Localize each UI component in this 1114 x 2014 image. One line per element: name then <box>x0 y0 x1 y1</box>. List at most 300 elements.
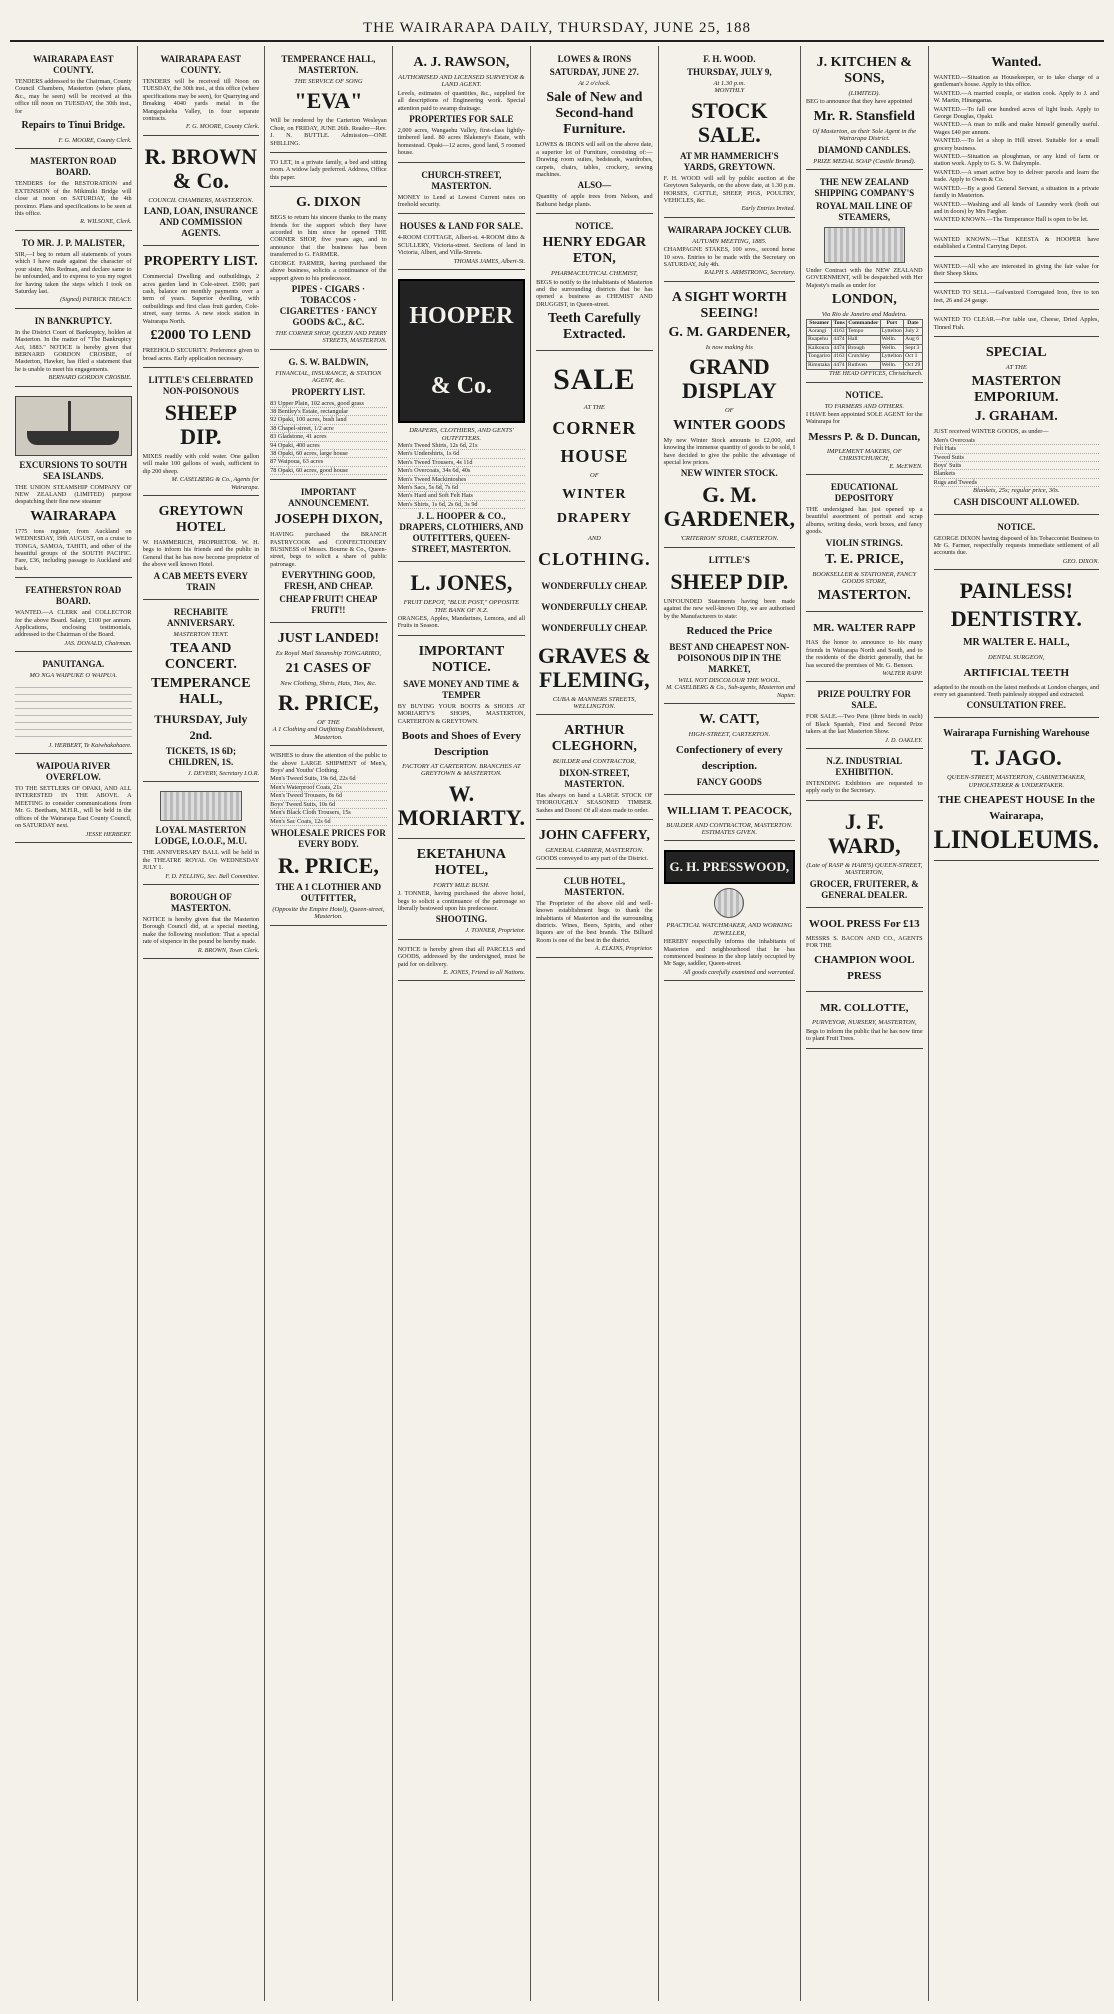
advert-big-title: G. M. GARDENER, <box>668 324 791 340</box>
cheap-line-2: WONDERFULLY CHEAP. <box>541 601 648 612</box>
advert-body: The Proprietor of the above old and well-known establishment begs to thank the inhabitants of Masterton and the surrounding districts. Wines, Beers, Spirits, and other liquors are of the best brands. The Billiard Room is one of the best in the district. <box>536 899 653 944</box>
advert-littles-sheep-dip-2 <box>664 550 795 704</box>
advert-heading: RECHABITE ANNIVERSARY. <box>167 606 235 628</box>
wanted-item: WANTED.—Washing and all kinds of Laundry work (both out and in doors) by Mrs Fargher. <box>933 200 1099 215</box>
list-title: PROPERTIES FOR SALE <box>409 114 514 125</box>
advert-heading: BOROUGH OF MASTERTON. <box>169 892 232 913</box>
advert-heading: TEMPERANCE HALL, MASTERTON. <box>281 54 376 75</box>
corner-word: CORNER <box>552 417 637 438</box>
advert-moriarty <box>398 638 525 839</box>
advert-jf-ward <box>806 803 923 908</box>
advert-big-title: PAINLESS! <box>959 578 1073 604</box>
advert-signature: Early Entries Invited. <box>741 205 796 213</box>
column-grid <box>10 46 1104 2001</box>
advert-body: MESSRS S. BACON AND CO., AGENTS FOR THE <box>806 934 923 950</box>
advert-big-title: JUST LANDED! <box>277 631 380 647</box>
advert-subheading: MASTERTON TENT. <box>173 630 229 638</box>
linoleums-word: LINOLEUMS. <box>933 825 1099 855</box>
advert-just-landed <box>270 625 387 746</box>
advert-big-title: CHAMPION WOOL PRESS <box>814 954 915 983</box>
list-item: Men's Tweed Shirts, 12s 6d, 21s <box>398 442 525 450</box>
consultation-note: CONSULTATION FREE. <box>966 700 1066 711</box>
emporium-name: MASTERTON EMPORIUM. <box>971 374 1062 406</box>
advert-body: My new Winter Stock amounts to £2,000, and knowing the immense quantity of goods to be sold, I have decided to give the public the advantage of special low prices. <box>663 436 796 466</box>
advert-wairarapa-east-county <box>15 49 132 149</box>
advert-mcewen <box>806 385 923 475</box>
advert-subheading: HIGH-STREET, CARTERTON. <box>688 731 771 739</box>
advert-line: WHOLESALE PRICES FOR EVERY BODY. <box>270 827 386 849</box>
advert-body: J. TONNER, having purchased the above hotel, begs to solicit a continuance of the patronage so liberally bestowed upon his predecessor. <box>397 890 526 913</box>
table-row <box>807 328 923 336</box>
clothing-word: CLOTHING. <box>538 548 651 569</box>
advert-heading: THE NEW ZEALAND SHIPPING COMPANY'S <box>814 177 915 199</box>
advert-heading: WAIRARAPA EAST COUNTY. <box>160 54 242 75</box>
advert-big-title: TEA AND CONCERT. <box>164 640 237 672</box>
advert-heading: NOTICE. <box>575 221 614 232</box>
advert-gardener <box>664 284 795 548</box>
column-3 <box>265 46 393 2001</box>
advert-arthur-cleghorn <box>536 717 653 820</box>
advert-line: ESTIMATES GIVEN. <box>701 828 757 836</box>
advert-subheading: TO FARMERS AND OTHERS. <box>824 402 905 410</box>
advert-heading: WAIRARAPA JOCKEY CLUB. <box>667 224 792 235</box>
ticket-prices: TICKETS, 1S 6D; CHILDREN, 1S. <box>165 745 236 767</box>
list-item: Men's Black Cloth Trousers, 15s <box>270 809 387 817</box>
advert-subheading: MO NGA WAIPUKE O WAIPUA. <box>29 672 118 680</box>
list-item: 78 Opaki, 60 acres, good house <box>270 467 387 475</box>
wanted-item: WANTED.—Situation as Housekeeper, or to take charge of a gentleman's house. Apply to this office. <box>933 74 1099 89</box>
advert-body: LOWES & IRONS will sell on the above date, a superior lot of Furniture, consisting of:— Drawing room suites, bedsteads, wardrobes, carpets, chairs, tables, crockery, sewing machines. <box>536 141 653 179</box>
advert-body: TENDERS will be received till Noon on TUESDAY, the 30th inst., at this office (where specifications may be seen), for Quarrying and Breaking 4040 yards metal in the Mangapakeha Valley, in four separate contracts. <box>142 78 260 123</box>
list-item: 94 Opaki, 400 acres <box>270 442 387 450</box>
sale-time: At 2 o'clock. <box>578 80 611 87</box>
list-item: Rugs and Tweeds <box>934 479 1099 487</box>
table-row <box>807 361 923 369</box>
advert-line: LAND, LOAN, INSURANCE AND COMMISSION AGENTS. <box>143 206 258 239</box>
advert-big-title: SHEEP DIP. <box>164 399 237 449</box>
advert-rechabite-anniversary <box>143 602 260 783</box>
advert-signature: THE CORNER SHOP, QUEEN AND PERRY STREETS, MASTERTON. <box>275 329 387 345</box>
advert-signature: (Signed) PATRICK TREACY. <box>60 296 132 304</box>
property-list <box>270 400 387 476</box>
advert-subheading: THE SERVICE OF SONG <box>294 78 363 85</box>
advert-w-catt <box>664 706 795 794</box>
advert-body-more: 1775 tons register, from Auckland on WEDNESDAY, 19th AUGUST, on a cruise to TONGA, SAMOA, TAHITI, and other of the beautiful groups of the SOUTH PACIFIC. Fare, £36, including passage to Auckland and back. <box>15 527 132 572</box>
advert-body: GOODS conveyed to any part of the District. <box>536 855 649 863</box>
advert-body: GEORGE DIXON having disposed of his Tobacconist Business to Mr G. Farmer, respectfully requests immediate settlement of all accounts due. <box>933 534 1099 557</box>
advert-baldwin <box>270 352 387 480</box>
advert-title: Repairs to Tinui Bridge. <box>21 120 126 132</box>
table-cell: Welln. <box>880 336 904 344</box>
advert-line: NEW WINTER STOCK. <box>680 468 778 479</box>
advert-body: JUST received WINTER GOODS, as under— <box>933 428 1049 436</box>
advert-masterton-road-board <box>15 151 132 230</box>
goods-list: PIPES · CIGARS · TOBACCOS · CIGARETTES · FANCY GOODS &C., &C. <box>279 283 378 327</box>
column-5 <box>531 46 659 2001</box>
advert-excursions <box>15 389 132 579</box>
advert-big-title: Confectionery of every description. <box>675 743 783 772</box>
advert-subheading: FINANCIAL, INSURANCE, & STATION AGENT, &c. <box>275 369 382 385</box>
advert-of: OF THE <box>317 719 340 727</box>
price-list <box>398 442 525 509</box>
advert-body: FOR SALE.—Two Pens (three birds in each) of Black Spanish, First and Second Prize takers at the last Masterton Show. <box>806 713 923 736</box>
cases-count: 21 CASES OF <box>285 660 372 676</box>
column-2 <box>138 46 266 2001</box>
advert-hooper <box>398 272 525 562</box>
and-word: AND <box>587 535 601 543</box>
advert-subheading: Ex Royal Mail Steamship TONGARIRO, <box>275 650 381 658</box>
advert-letter-apology <box>15 233 132 309</box>
advert-big-title: G. H. PRESSWOOD, <box>664 850 795 884</box>
advert-t-jago <box>934 720 1099 861</box>
advert-body: I HAVE been appointed SOLE AGENT for the Wairarapa for <box>806 410 923 426</box>
advert-subheading: AUTHORISED AND LICENSED SURVEYOR & LAND AGENT. <box>398 74 525 89</box>
venue-name: TEMPERANCE HALL, <box>151 675 251 707</box>
grand-display: GRAND DISPLAY <box>682 354 777 404</box>
advert-signature: M. CASELBERG & Co., Sub-agents, Masterton and Napier. <box>666 684 796 699</box>
advert-walter-rapp <box>806 614 923 682</box>
advert-line: ARTIFICIAL TEETH <box>963 666 1070 679</box>
advert-educational-depository <box>806 477 923 612</box>
column-1 <box>10 46 138 2001</box>
advert-heading: PROPERTY LIST. <box>143 254 258 270</box>
house-word: HOUSE <box>560 445 629 466</box>
advert-body: Begs to inform the public that he has now time to plant Fruit Trees. <box>806 1027 923 1043</box>
advert-heading: WAIRARAPA EAST COUNTY. <box>32 54 114 75</box>
advert-body: adapted to the mouth on the latest methods at London charges, and every set guaranteed. Teeth painlessly stopped and extracted. <box>933 683 1099 699</box>
advert-graves-fleming <box>536 353 653 715</box>
merchant-name: G. M. GARDENER, <box>663 482 796 532</box>
advert-subheading: AUTUMN MEETING, 1885. <box>692 237 767 245</box>
advert-body: HAS the honor to announce to his many friends in Wairarapa North and South, and to the residents of the district generally, that he has secured the premises of Mr. G. Benson. <box>806 639 923 669</box>
advert-borough-of-masterton <box>143 887 260 959</box>
advert-rawson <box>398 49 525 163</box>
advert-body: Levels, estimates of quantities, &c., supplied for all descriptions of Engineering work. Special attention paid to swamp drainage. <box>397 89 526 112</box>
advert-body: HEREBY respectfully informs the inhabitants of Masterton and neighbourhood that he has commenced business in the shop lately occupied by Mr Sage, saddler, Queen-street. <box>663 938 796 968</box>
table-cell: 4163 <box>833 328 845 335</box>
advert-heading: A SIGHT WORTH SEEING! <box>671 289 787 321</box>
advert-line: IMPLEMENT MAKERS, OF CHRISTCHURCH, <box>826 447 902 463</box>
advert-body: NOTICE is hereby given that the Masterton Borough Council did, at a special meeting, make the following resolution: That a special rate of sixpence in the pound be hereby made. <box>142 916 260 946</box>
advert-big-title: HENRY EDGAR ETON, <box>542 235 647 267</box>
advert-heading: WOOL PRESS For £13 <box>808 917 920 930</box>
wanted-item: WANTED.—Situation as ploughman, or any kind of farm or station work. Apply to G. S. W. Dalrymple. <box>933 153 1099 168</box>
advert-body: WANTED TO SELL.—Galvanized Corrugated Iron, five to ten feet, 26 and 24 gauge. <box>933 289 1099 304</box>
advert-heading: LOYAL MASTERTON LODGE, I.O.O.F., M.U. <box>154 825 247 847</box>
advert-r-price-clothing <box>270 748 387 925</box>
advert-signature: R. BROWN, Town Clerk. <box>197 946 260 954</box>
advert-signature: THE HEAD OFFICES, Christchurch. <box>829 370 923 378</box>
wanted-item: WANTED.—By a good General Servant, a situation in a private family in Masterton. <box>933 184 1099 200</box>
merchant-name: R. PRICE, <box>277 690 379 716</box>
advert-heading: N.Z. INDUSTRIAL EXHIBITION. <box>826 756 903 778</box>
column-8 <box>929 46 1104 2001</box>
advert-subheading: DRAPERS, CLOTHIERS, AND GENTS' OUTFITTERS. <box>409 427 514 442</box>
advert-body-more: Quantity of apple trees from Nelson, and Bathurst hedge plants. <box>536 193 653 208</box>
sale-place: AT MR HAMMERICH'S YARDS, GREYTOWN. <box>679 150 779 172</box>
list-item: Boys' Tweed Suits, 10s 6d <box>270 801 387 809</box>
hooper-logo: HOOPER & Co. <box>398 279 525 423</box>
table-cell: July 2 <box>904 328 922 336</box>
list-item: Men's Waterproof Coats, 21s <box>270 784 387 792</box>
list-item: Men's Tweed Trousers, 8s 6d <box>270 792 387 800</box>
table-cell: Hall <box>846 336 880 344</box>
advert-peacock <box>664 797 795 842</box>
advert-panuitanga <box>15 654 132 754</box>
at-the: AT THE <box>1005 363 1027 371</box>
advert-littles-sheep-dip <box>143 370 260 496</box>
advert-g-dixon <box>270 189 387 349</box>
advert-heading: G. DIXON <box>296 195 361 211</box>
advert-body: WANTED TO CLEAR.—For table use, Cheese, Dried Apples, Tinned Fish. <box>933 316 1099 331</box>
advert-joseph-dixon <box>270 482 387 623</box>
advert-heading: Wanted. <box>991 55 1042 70</box>
advert-wanted-sheepskins <box>934 259 1099 284</box>
advert-body: WANTED.—All who are interested in giving the fair value for their Sheep Skins. <box>933 262 1099 277</box>
list-item: Men's Shirts, 1s 6d, 2s 6d, 3s 9d <box>398 501 525 509</box>
advert-signature: F. D. FELLING, Sec. Ball Committee. <box>165 872 260 880</box>
advert-body: In the District Court of Bankruptcy, holden at Masterton. In the matter of "The Bankruptcy Act, 1883." NOTICE is hereby given that BERNARD GORDON CROSBIE, of Masterton, Hawker, has filed a statement that he is unable to meet his engagements. <box>15 328 132 373</box>
advert-wanted-known-keesta <box>934 232 1099 257</box>
winter-goods: WINTER GOODS <box>673 417 786 433</box>
advert-heading: Wairarapa Furnishing Warehouse <box>943 728 1090 740</box>
advert-body: BY BUYING YOUR BOOTS & SHOES AT MORIARTY'S SHOPS, MASTERTON, CARTERTON & GREYTOWN. <box>397 702 526 725</box>
advert-body: WANTED.—A CLERK and COLLECTOR for the above Board. Salary, £100 per annum. Applications, enclosing testimonials, addressed to the Chairman of the Board. <box>15 609 132 639</box>
column-header: Port <box>880 319 904 327</box>
list-item: 87 Waipoua, 63 acres <box>270 458 387 466</box>
merchant-address: (Opposite the Empire Hotel), Queen-street, Masterton. <box>272 905 385 921</box>
column-7 <box>801 46 929 2001</box>
advert-subheading: PRACTICAL WATCHMAKER, AND WORKING JEWELLER, <box>666 922 793 937</box>
advert-body: 4-ROOM COTTAGE, Albert-st. 4-ROOM ditto & SCULLERY, Victoria-street. Sections of land in Victoria, Albert, and Villa-Streets. <box>397 234 526 257</box>
advert-heading: IMPORTANT ANNOUNCEMENT. <box>288 487 369 509</box>
price-list <box>270 775 387 825</box>
advert-kitchen-sons <box>806 49 923 170</box>
advert-body: TENDERS addressed to the Chairman, County Council Chambers, Masterton (where plans, &c., may be seen) will be received at this office till noon on TUESDAY, the 30th inst., for <box>15 78 132 115</box>
advert-subheading: PHARMACEUTICAL CHEMIST, <box>550 270 638 278</box>
pocket-watch-illustration <box>714 888 744 918</box>
advert-big-title: T. E. PRICE, <box>824 551 904 567</box>
advert-heading: IN BANKRUPTCY. <box>34 315 112 326</box>
advert-signature: M. CASELBERG & Co., Agents for Wairarapa. <box>171 476 260 491</box>
winter-drapery: WINTER DRAPERY <box>556 487 632 527</box>
advert-big-title: Messrs P. & D. Duncan, <box>808 430 921 443</box>
advert-wanted-section <box>934 49 1099 230</box>
advert-body: WANTED KNOWN.—That KEESTA & HOOPER have established a Central Carrying Depot. <box>933 235 1099 251</box>
advert-body: Has always on hand a LARGE STOCK OF THOROUGHLY SEASONED TIMBER. Sashes and Doors! Of all sizes made to order. <box>536 791 653 814</box>
wanted-item: WANTED.—A smart active boy to deliver parcels and learn the trade. Apply to Owen & Co. <box>933 168 1099 184</box>
advert-signature: JESSE HERBERT. <box>85 830 132 838</box>
advert-heading: LITTLE'S CELEBRATED NON-POISONOUS <box>148 374 254 396</box>
advert-big-title: STOCK SALE. <box>691 97 768 147</box>
list-item: Men's Tweed Trousers, 4s 11d <box>398 459 525 467</box>
list-item: Men's Sacs, 5s 6d, 7s 6d <box>398 484 525 492</box>
advert-subheading: DENTAL SURGEON, <box>988 654 1045 662</box>
wanted-item: WANTED.—To fall one hundred acres of light bush. Apply to George Douglas, Opaki. <box>933 105 1099 121</box>
list-item: Men's Hard and Soft Felt Hats <box>398 492 525 500</box>
advert-heading: PRIZE POULTRY FOR SALE. <box>817 689 912 711</box>
advert-heading: LOWES & IRONS <box>557 54 632 64</box>
advert-fh-wood <box>664 49 795 218</box>
masthead <box>10 14 1104 42</box>
advert-body: MIXES readily with cold water. One gallon will make 100 gallons of wash, sufficient to dip 200 sheep. <box>142 452 260 475</box>
advert-body-2: GEORGE FARMER, having purchased the above business, solicits a continuance of the support given to his predecessor. <box>270 259 387 282</box>
advert-wool-press <box>806 910 923 993</box>
sale-time: At 1.30 p.m. <box>713 80 746 87</box>
advert-wanted-to-clear <box>934 312 1099 337</box>
advert-waipoua-river <box>15 756 132 843</box>
advert-body: WISHES to draw the attention of the public to the above LARGE SHIPMENT of Men's, Boys' and Youths' Clothing. <box>270 752 387 775</box>
cheap-line-1: WONDERFULLY CHEAP. <box>541 580 648 591</box>
advert-houses-land <box>398 216 525 270</box>
table-cell: Oct 1 <box>904 353 922 361</box>
table-row <box>807 353 923 361</box>
table-cell: Lyttelton <box>881 353 902 360</box>
advert-signature: All goods carefully examined and warranted. <box>683 968 796 976</box>
advert-signature: J. D. OAKLEY. <box>885 736 923 744</box>
table-cell: 4474 <box>833 344 845 351</box>
advert-body: CHAMPAGNE STAKES, 100 sovs., second horse 10 sovs. Entries to be made with the Secretary on SATURDAY, July 4th. <box>663 246 796 269</box>
advert-line: EVERYTHING GOOD, FRESH, AND CHEAP. <box>281 570 375 592</box>
advert-industrial-exhibition <box>806 751 923 801</box>
advert-heading: DENTISTRY. <box>950 606 1082 632</box>
advert-heading: MR. WALTER RAPP <box>813 622 916 635</box>
advert-subheading: BUILDER and CONTRACTOR, <box>552 758 636 766</box>
advert-subheading: FRUIT DEPOT, "BLUE POST," OPPOSITE THE BANK OF N.Z. <box>403 599 520 614</box>
advert-big-title: WILLIAM T. PEACOCK, <box>666 804 792 817</box>
advert-line: Teeth Carefully Extracted. <box>547 311 641 343</box>
merchant-name: W. MORIARTY. <box>397 780 526 830</box>
advert-line: Of Masterton, as their Sole Agent in the Wairarapa District. <box>812 127 917 143</box>
list-item: 83 Gladstone, 41 acres <box>270 433 387 441</box>
advert-prize-poultry <box>806 684 923 749</box>
advert-heading: A. J. RAWSON, <box>413 55 510 70</box>
advert-signature: F. G. MOORE, County Clerk. <box>186 123 260 131</box>
advert-signature: E. McEWEN. <box>889 462 923 470</box>
table-cell: Aug 6 <box>904 336 922 344</box>
advert-heading: GREYTOWN HOTEL <box>158 503 244 535</box>
advert-signature: GEO. DIXON. <box>1062 557 1099 565</box>
discount-note: CASH DISCOUNT ALLOWED. <box>953 496 1080 507</box>
advert-body: HAVING purchased the BRANCH PASTRYCOOK and CONFECTIONERY BUSINESS of Messrs. Bourne & Co., Queen-street, begs to solicit a share of public patronage. <box>270 531 387 568</box>
advert-body: SIR,—I beg to return all statements of yours which I have made against the character of your sister, Mrs Redman, and declare same to be unfounded, and to express to you my regret for having taken the steps which I took on Saturday last. <box>15 250 132 295</box>
list-item: 38 Opaki, 60 acres, large house <box>270 450 387 458</box>
advert-body: MONEY to Lend at Lowest Current rates on freehold security. <box>397 193 526 209</box>
advert-heading: DIXON-STREET, MASTERTON. <box>559 767 630 789</box>
advert-big-title: JOHN CAFFERY, <box>538 827 650 843</box>
advert-line: THE CHEAPEST HOUSE In the Wairarapa, <box>937 794 1095 823</box>
advert-signature: J. TONNER, Proprietor. <box>465 927 526 935</box>
cheap-line-3: WONDERFULLY CHEAP. <box>541 622 648 633</box>
advert-money-to-lend <box>398 165 525 215</box>
advert-wairarapa-east-county-tenders <box>143 49 260 136</box>
advert-subheading: FORTY MILE BUSH. <box>433 881 490 889</box>
advert-big-title: Mr. R. Stansfield <box>813 108 915 124</box>
advert-eketahuna-hotel <box>398 841 525 940</box>
sale-date: SATURDAY, JUNE 27. <box>549 67 639 77</box>
advert-body: THE undersigned has just opened up a beautiful assortment of portrait and scrap albums, writing desks, work boxes, and fancy goods. <box>806 505 923 536</box>
table-cell: Brough <box>846 344 880 352</box>
advert-signature: THOMAS JAMES, Albert-St. <box>453 257 526 265</box>
advert-line: Boots and Shoes of Every Description <box>401 730 521 758</box>
advert-line-2: CHEAP FRUIT! CHEAP FRUIT!! <box>279 594 378 616</box>
advert-body: ORANGES, Apples, Mandarines, Lemons, and all Fruits in Season. <box>397 614 526 630</box>
destination: LONDON, <box>831 292 897 308</box>
table-cell: Crutchley <box>846 353 880 361</box>
advert-heading: F. H. WOOD. <box>703 54 756 64</box>
table-cell: Rimutaka <box>807 361 832 369</box>
advert-subheading: SPECIAL <box>985 344 1047 360</box>
advert-heading: W. CATT, <box>699 712 760 728</box>
advert-loyal-masterton-lodge <box>143 784 260 885</box>
advert-warning: WILL NOT DISCOLOUR THE WOOL. <box>678 676 781 684</box>
advert-body: Will be rendered by the Carterton Wesleyan Choir, on FRIDAY, JUNE 26th. Reader—Rev. J. N. BUTTLE. Admission—ONE SHILLING. <box>270 117 387 147</box>
goods-description: New Clothing, Shirts, Hats, Ties, &c. <box>280 679 377 687</box>
advert-heading: NOTICE. <box>845 389 884 400</box>
advert-bankruptcy <box>15 311 132 387</box>
table-row <box>807 344 923 352</box>
advert-body: BEGS to notify to the inhabitants of Masterton and the surrounding districts that he has opened a business as CHEMIST AND DRUGGIST, in Queen-street. <box>536 278 653 308</box>
store-name: 'CRITERION' STORE, CARTERTON. <box>680 535 779 543</box>
table-cell: Kaikoura <box>807 344 832 352</box>
advert-body: TO THE SETTLERS OF OPAKI, AND ALL INTERESTED IN THE ABOVE. A MEETING to consider communications from Mr. G. Beetham, M.H.R., will be held in the offices of the Wairarapa East County Council, on SATURDAY next. <box>15 785 132 830</box>
advert-masterton-emporium <box>934 339 1099 515</box>
advert-r-brown <box>143 138 260 246</box>
advert-signature: RALPH S. ARMSTRONG, Secretary. <box>704 269 796 277</box>
advert-signature: R. WILSONE, Clerk. <box>80 218 132 226</box>
advert-body: F. H. WOOD will sell by public auction at the Greytown Saleyards, on the above date, at 1.30 p.m. HORSES, CATTLE, SHEEP, PIGS, POULTRY, VEHICLES, &c. <box>663 174 796 205</box>
advert-big-title: Sale of New and Second-hand Furniture. <box>546 90 643 138</box>
list-item: 38 Bentley's Estate, rectangular <box>270 408 387 416</box>
advert-town: MASTERTON. <box>817 588 911 604</box>
table-cell: 4474 <box>833 361 845 368</box>
advert-big-title: "EVA" <box>294 88 363 114</box>
loan-amount: £2000 TO LEND <box>150 328 252 344</box>
advert-jockey-club <box>664 220 795 282</box>
advert-heading: PANUITANGA. <box>42 659 105 670</box>
steamship-illustration <box>15 396 132 456</box>
advert-heading: FEATHERSTON ROAD BOARD. <box>25 585 122 607</box>
route: Via Rio de Janeiro and Madeira. <box>821 311 907 319</box>
establishment-name: A 1 Clothing and Outfitting Establishment, Masterton. <box>272 726 385 741</box>
wanted-item: WANTED.—A man to milk and make himself generally useful. Wages £40 per annum. <box>933 121 1099 136</box>
advert-heading: G. S. W. BALDWIN, <box>288 356 369 367</box>
advert-signature: WALTER RAPP. <box>882 670 923 677</box>
advert-heading: J. KITCHEN & SONS, <box>816 55 912 86</box>
table-cell: Tempo <box>846 328 880 336</box>
advert-body: TENDERS for the RESTORATION and EXTENSION of the Mikimiki Bridge will close at noon on SATURDAY, the 4th proximo. Plans and specifications to be seen at this office. <box>15 180 132 218</box>
masthead-title: THE WAIRARAPA DAILY, THURSDAY, JUNE 25, 188 <box>362 20 752 36</box>
advert-body: BEG to announce that they have appointed <box>806 98 913 106</box>
advert-property-list <box>143 248 260 368</box>
advert-george-dixon-notice <box>934 517 1099 571</box>
list-item: Felt Hats <box>934 445 1099 453</box>
advert-john-caffery <box>536 822 653 869</box>
advert-subheading: PURVEYOR, NURSERY, MASTERTON, <box>811 1019 917 1027</box>
advert-heading: EDUCATIONAL DEPOSITORY <box>830 481 898 503</box>
advert-wanted-to-sell <box>934 285 1099 310</box>
advert-subheading: (Late of RASP & HAIR'S) QUEEN-STREET, MASTERTON, <box>806 861 923 877</box>
advert-to-let <box>270 155 387 187</box>
advert-heading: LITTLE'S <box>708 554 750 565</box>
event-date: THURSDAY, July 2nd. <box>154 711 248 742</box>
column-header: Date <box>904 319 922 327</box>
advert-presswood <box>664 843 795 981</box>
steamship-illustration <box>824 227 906 263</box>
advert-big-title: SHEEP DIP. <box>670 568 789 594</box>
firm-address: CUBA & MANNERS STREETS, WELLINGTON. <box>552 695 636 710</box>
table-cell: 4474 <box>833 336 845 343</box>
